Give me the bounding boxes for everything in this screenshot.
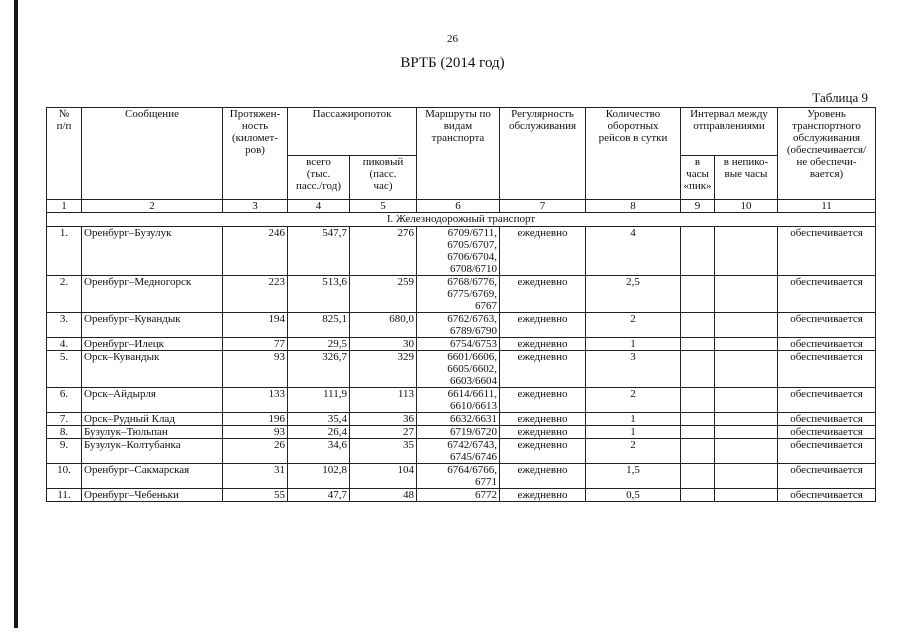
cell-regularity: ежедневно [500, 351, 586, 388]
cell-turnover: 2 [586, 388, 681, 413]
cell-total: 513,6 [288, 276, 350, 313]
table-row [47, 413, 876, 426]
cell-total: 29,5 [288, 338, 350, 351]
cell-length: 55 [223, 489, 288, 502]
cell-total: 47,7 [288, 489, 350, 502]
cell-length: 133 [223, 388, 288, 413]
cell-int-offpeak [715, 313, 778, 338]
cell-total: 26,4 [288, 426, 350, 439]
cell-route: Оренбург–Кувандык [82, 313, 223, 338]
cell-regularity: ежедневно [500, 439, 586, 464]
cell-turnover: 4 [586, 227, 681, 276]
cell-level: обеспечивается [778, 338, 876, 351]
cell-routes: 6709/6711, 6705/6707, 6706/6704, 6708/6710 [417, 227, 500, 276]
header-passenger-flow: Пассажиропоток [288, 108, 417, 156]
table-row [47, 313, 876, 338]
cell-routes: 6742/6743, 6745/6746 [417, 439, 500, 464]
cell-routes: 6632/6631 [417, 413, 500, 426]
cell-int-offpeak [715, 276, 778, 313]
cell-num: 11. [47, 489, 82, 502]
cell-num: 3. [47, 313, 82, 338]
cell-route: Оренбург–Медногорск [82, 276, 223, 313]
cell-level: обеспечивается [778, 351, 876, 388]
cell-int-peak [681, 413, 715, 426]
table-label: Таблица 9 [812, 90, 868, 105]
header-interval-peak: в часы «пик» [681, 156, 715, 200]
cell-int-offpeak [715, 413, 778, 426]
cell-int-offpeak [715, 489, 778, 502]
cell-regularity: ежедневно [500, 227, 586, 276]
header-interval: Интервал между отправлениями [681, 108, 778, 156]
cell-num: 1. [47, 227, 82, 276]
section-title: I. Железнодорожный транспорт [47, 213, 876, 227]
table-row [47, 489, 876, 502]
page-number: 26 [447, 33, 458, 45]
header-route: Сообщение [82, 108, 223, 200]
cell-int-offpeak [715, 351, 778, 388]
cell-routes: 6601/6606, 6605/6602, 6603/6604 [417, 351, 500, 388]
cell-turnover: 2,5 [586, 276, 681, 313]
cell-num: 9. [47, 439, 82, 464]
cell-regularity: ежедневно [500, 426, 586, 439]
cell-total: 825,1 [288, 313, 350, 338]
header-interval-offpeak: в непико- вые часы [715, 156, 778, 200]
header-length: Протяжен- ность (километ- ров) [223, 108, 288, 200]
cell-level: обеспечивается [778, 276, 876, 313]
cell-total: 111,9 [288, 388, 350, 413]
cell-int-peak [681, 439, 715, 464]
cell-peak: 35 [350, 439, 417, 464]
table-row [47, 439, 876, 464]
cell-peak: 329 [350, 351, 417, 388]
cell-int-peak [681, 489, 715, 502]
cell-peak: 48 [350, 489, 417, 502]
cell-int-peak [681, 388, 715, 413]
cell-num: 5. [47, 351, 82, 388]
cell-routes: 6754/6753 [417, 338, 500, 351]
header-level: Уровень транспортного обслуживания (обеспечивается/ не обеспечи- вается) [778, 108, 876, 200]
cell-length: 223 [223, 276, 288, 313]
table-row [47, 388, 876, 413]
cell-length: 77 [223, 338, 288, 351]
column-number-row: 1 2 3 4 5 6 7 8 9 10 11 [47, 200, 876, 213]
table-row [47, 276, 876, 313]
cell-total: 34,6 [288, 439, 350, 464]
cell-num: 6. [47, 388, 82, 413]
cell-turnover: 1 [586, 338, 681, 351]
cell-int-offpeak [715, 388, 778, 413]
transport-table [46, 107, 876, 502]
cell-length: 93 [223, 351, 288, 388]
cell-regularity: ежедневно [500, 489, 586, 502]
cell-peak: 36 [350, 413, 417, 426]
cell-int-offpeak [715, 227, 778, 276]
cell-num: 7. [47, 413, 82, 426]
cell-num: 4. [47, 338, 82, 351]
cell-turnover: 1,5 [586, 464, 681, 489]
cell-level: обеспечивается [778, 388, 876, 413]
table-row [47, 338, 876, 351]
cell-routes: 6764/6766, 6771 [417, 464, 500, 489]
cell-length: 26 [223, 439, 288, 464]
header-flow-peak: пиковый (пасс. час) [350, 156, 417, 200]
cell-num: 8. [47, 426, 82, 439]
cell-level: обеспечивается [778, 426, 876, 439]
cell-route: Оренбург–Сакмарская [82, 464, 223, 489]
cell-route: Орск–Рудный Клад [82, 413, 223, 426]
cell-length: 196 [223, 413, 288, 426]
cell-routes: 6614/6611, 6610/6613 [417, 388, 500, 413]
cell-turnover: 2 [586, 439, 681, 464]
section-row [47, 213, 876, 227]
cell-regularity: ежедневно [500, 388, 586, 413]
cell-routes: 6719/6720 [417, 426, 500, 439]
cell-int-peak [681, 276, 715, 313]
cell-regularity: ежедневно [500, 464, 586, 489]
cell-peak: 113 [350, 388, 417, 413]
cell-peak: 259 [350, 276, 417, 313]
cell-int-peak [681, 313, 715, 338]
cell-regularity: ежедневно [500, 276, 586, 313]
cell-route: Оренбург–Чебеньки [82, 489, 223, 502]
cell-int-offpeak [715, 426, 778, 439]
cell-peak: 276 [350, 227, 417, 276]
cell-routes: 6762/6763, 6789/6790 [417, 313, 500, 338]
scan-edge-bar [14, 0, 18, 628]
header-flow-total: всего (тыс. пасс./год) [288, 156, 350, 200]
cell-route: Оренбург–Илецк [82, 338, 223, 351]
document-title: ВРТБ (2014 год) [400, 55, 505, 71]
cell-level: обеспечивается [778, 464, 876, 489]
cell-level: обеспечивается [778, 313, 876, 338]
cell-route: Орск–Айдырля [82, 388, 223, 413]
cell-int-offpeak [715, 464, 778, 489]
cell-total: 547,7 [288, 227, 350, 276]
cell-route: Оренбург–Бузулук [82, 227, 223, 276]
cell-int-peak [681, 351, 715, 388]
cell-route: Бузулук–Тюльпан [82, 426, 223, 439]
cell-regularity: ежедневно [500, 413, 586, 426]
cell-routes: 6772 [417, 489, 500, 502]
table-row [47, 426, 876, 439]
cell-int-offpeak [715, 439, 778, 464]
header-regularity: Регулярность обслуживания [500, 108, 586, 200]
cell-turnover: 0,5 [586, 489, 681, 502]
table-row [47, 464, 876, 489]
cell-route: Бузулук–Колтубанка [82, 439, 223, 464]
cell-total: 102,8 [288, 464, 350, 489]
cell-length: 246 [223, 227, 288, 276]
table-row [47, 351, 876, 388]
header-turnover: Количество оборотных рейсов в сутки [586, 108, 681, 200]
cell-route: Орск–Кувандык [82, 351, 223, 388]
cell-int-peak [681, 338, 715, 351]
header-routes: Маршруты по видам транспорта [417, 108, 500, 200]
cell-level: обеспечивается [778, 489, 876, 502]
cell-int-peak [681, 426, 715, 439]
cell-level: обеспечивается [778, 413, 876, 426]
cell-peak: 27 [350, 426, 417, 439]
cell-peak: 680,0 [350, 313, 417, 338]
cell-level: обеспечивается [778, 227, 876, 276]
cell-int-peak [681, 464, 715, 489]
cell-num: 2. [47, 276, 82, 313]
cell-regularity: ежедневно [500, 313, 586, 338]
cell-num: 10. [47, 464, 82, 489]
cell-turnover: 1 [586, 426, 681, 439]
cell-length: 194 [223, 313, 288, 338]
cell-total: 326,7 [288, 351, 350, 388]
cell-turnover: 3 [586, 351, 681, 388]
cell-level: обеспечивается [778, 439, 876, 464]
cell-peak: 30 [350, 338, 417, 351]
cell-length: 31 [223, 464, 288, 489]
cell-int-peak [681, 227, 715, 276]
cell-int-offpeak [715, 338, 778, 351]
header-num: № п/п [47, 108, 82, 200]
table-row [47, 227, 876, 276]
cell-regularity: ежедневно [500, 338, 586, 351]
cell-turnover: 1 [586, 413, 681, 426]
cell-turnover: 2 [586, 313, 681, 338]
cell-length: 93 [223, 426, 288, 439]
cell-total: 35,4 [288, 413, 350, 426]
cell-peak: 104 [350, 464, 417, 489]
cell-routes: 6768/6776, 6775/6769, 6767 [417, 276, 500, 313]
